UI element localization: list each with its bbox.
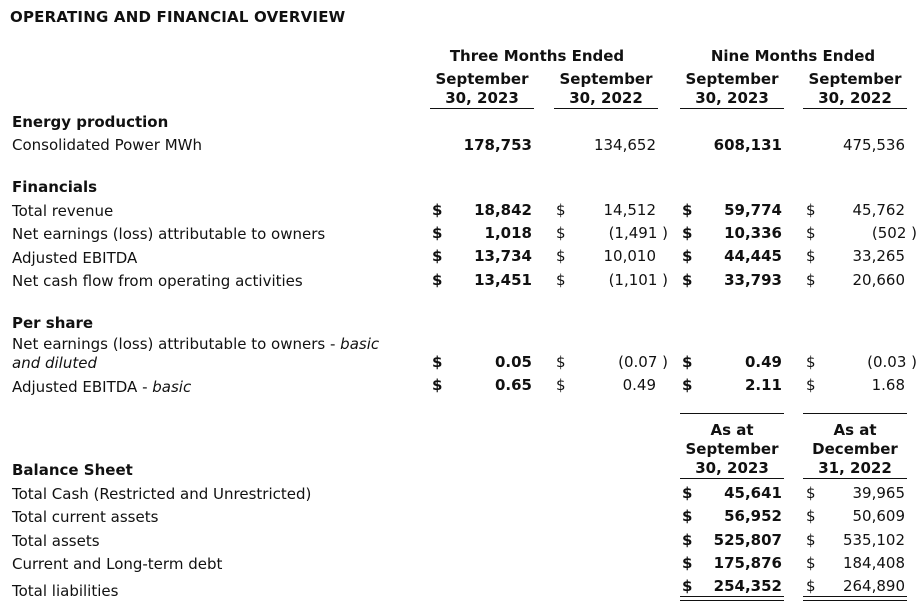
currency-symbol: $ — [806, 247, 816, 265]
ebitda-share-label-basic: basic — [152, 378, 192, 396]
currency-symbol: $ — [556, 271, 566, 289]
currency-symbol: $ — [556, 353, 566, 371]
section-energy-production: Energy production — [12, 113, 169, 131]
currency-symbol: $ — [806, 577, 816, 595]
col2-header-line2: 30, 2022 — [569, 89, 643, 107]
value-power-q3-2022: 134,652 — [593, 136, 656, 154]
value-ebitda-9m-2023: 44,445 — [724, 247, 782, 265]
value-total-assets-2023: 525,807 — [713, 531, 782, 549]
currency-symbol: $ — [432, 224, 443, 242]
currency-symbol: $ — [682, 554, 693, 572]
value-revenue-9m-2023: 59,774 — [724, 201, 782, 219]
row-label-current-assets: Total current assets — [12, 508, 159, 526]
section-financials: Financials — [12, 178, 98, 196]
value-net-earnings-q3-2023: 1,018 — [484, 224, 532, 242]
currency-symbol: $ — [682, 201, 693, 219]
currency-symbol: $ — [806, 376, 816, 394]
row-label-debt: Current and Long-term debt — [12, 555, 223, 573]
balance-col3-header-line1: As at — [710, 421, 754, 439]
col3-header-line2: 30, 2023 — [695, 89, 769, 107]
value-total-liabilities-2023: 254,352 — [713, 577, 782, 595]
currency-symbol: $ — [806, 484, 816, 502]
currency-symbol: $ — [806, 507, 816, 525]
value-revenue-q3-2022: 14,512 — [603, 201, 656, 219]
value-eps-9m-2022: (0.03 ) — [867, 353, 917, 371]
col4-header-line2: 30, 2022 — [818, 89, 892, 107]
eps-label-basic: basic — [340, 335, 380, 353]
currency-symbol: $ — [556, 201, 566, 219]
currency-symbol: $ — [682, 247, 693, 265]
page-title: OPERATING AND FINANCIAL OVERVIEW — [10, 8, 346, 26]
currency-symbol: $ — [806, 353, 816, 371]
value-cash-flow-9m-2022: 20,660 — [852, 271, 905, 289]
row-label-power: Consolidated Power MWh — [12, 136, 202, 154]
currency-symbol: $ — [682, 353, 693, 371]
currency-symbol: $ — [806, 531, 816, 549]
currency-symbol: $ — [682, 531, 693, 549]
value-current-assets-2023: 56,952 — [724, 507, 782, 525]
row-label-cash-flow: Net cash flow from operating activities — [12, 272, 303, 290]
value-ebitda-q3-2022: 10,010 — [603, 247, 656, 265]
eps-label-diluted: and diluted — [12, 354, 97, 372]
currency-symbol: $ — [556, 224, 566, 242]
balance-col4-header-line2: December — [812, 440, 898, 458]
total-liabilities-2022-double-rule — [803, 596, 907, 601]
value-cash-flow-q3-2023: 13,451 — [474, 271, 532, 289]
value-ebitda-share-9m-2023: 2.11 — [744, 376, 782, 394]
value-debt-2023: 175,876 — [713, 554, 782, 572]
value-total-assets-2022: 535,102 — [842, 531, 905, 549]
row-label-eps-line1 — [12, 335, 379, 353]
value-cash-flow-q3-2022: (1,101 ) — [608, 271, 668, 289]
col3-header-line1: September — [685, 70, 779, 88]
col1-header-rule — [430, 108, 534, 109]
section-per-share: Per share — [12, 314, 94, 332]
balance-col3-top-rule — [680, 413, 784, 414]
value-power-q3-2023: 178,753 — [463, 136, 532, 154]
balance-col4-header-line1: As at — [833, 421, 877, 439]
value-ebitda-share-q3-2023: 0.65 — [494, 376, 532, 394]
currency-symbol: $ — [556, 247, 566, 265]
currency-symbol: $ — [556, 376, 566, 394]
row-label-eps-line2 — [12, 354, 97, 372]
currency-symbol: $ — [806, 224, 816, 242]
balance-col4-header-line3: 31, 2022 — [818, 459, 892, 477]
value-total-cash-2023: 45,641 — [724, 484, 782, 502]
value-eps-q3-2022: (0.07 ) — [618, 353, 668, 371]
row-label-ebitda-share — [12, 378, 191, 396]
balance-col4-header-rule — [803, 478, 907, 479]
value-power-9m-2023: 608,131 — [713, 136, 782, 154]
col2-header-rule — [554, 108, 658, 109]
value-power-9m-2022: 475,536 — [842, 136, 905, 154]
eps-label-text: Net earnings (loss) attributable to owners - — [12, 335, 341, 353]
currency-symbol: $ — [682, 507, 693, 525]
total-liabilities-2023-double-rule — [680, 596, 784, 601]
row-label-total-assets: Total assets — [12, 532, 100, 550]
balance-col3-header-rule — [680, 478, 784, 479]
value-current-assets-2022: 50,609 — [852, 507, 905, 525]
three-months-header: Three Months Ended — [449, 47, 625, 65]
col4-header-rule — [803, 108, 907, 109]
col1-header-line1: September — [435, 70, 529, 88]
value-revenue-q3-2023: 18,842 — [474, 201, 532, 219]
row-label-net-earnings: Net earnings (loss) attributable to owners — [12, 225, 326, 243]
value-total-liabilities-2022: 264,890 — [842, 577, 905, 595]
value-ebitda-share-9m-2022: 1.68 — [871, 376, 905, 394]
value-revenue-9m-2022: 45,762 — [852, 201, 905, 219]
balance-col4-top-rule — [803, 413, 907, 414]
ebitda-share-label-text: Adjusted EBITDA - — [12, 378, 153, 396]
currency-symbol: $ — [806, 271, 816, 289]
col2-header-line1: September — [559, 70, 653, 88]
currency-symbol: $ — [682, 271, 693, 289]
col3-header-rule — [680, 108, 784, 109]
value-ebitda-q3-2023: 13,734 — [474, 247, 532, 265]
currency-symbol: $ — [682, 224, 693, 242]
value-cash-flow-9m-2023: 33,793 — [724, 271, 782, 289]
value-ebitda-9m-2022: 33,265 — [852, 247, 905, 265]
currency-symbol: $ — [432, 353, 443, 371]
row-label-total-liabilities: Total liabilities — [12, 582, 119, 600]
value-total-cash-2022: 39,965 — [852, 484, 905, 502]
currency-symbol: $ — [682, 577, 693, 595]
value-ebitda-share-q3-2022: 0.49 — [622, 376, 656, 394]
balance-col3-header-line2: September — [685, 440, 779, 458]
row-label-adjusted-ebitda: Adjusted EBITDA — [12, 249, 138, 267]
section-balance-sheet: Balance Sheet — [12, 461, 133, 479]
col4-header-line1: September — [808, 70, 902, 88]
col1-header-line2: 30, 2023 — [445, 89, 519, 107]
currency-symbol: $ — [806, 201, 816, 219]
currency-symbol: $ — [806, 554, 816, 572]
currency-symbol: $ — [432, 247, 443, 265]
value-net-earnings-q3-2022: (1,491 ) — [608, 224, 668, 242]
currency-symbol: $ — [432, 271, 443, 289]
currency-symbol: $ — [432, 376, 443, 394]
row-label-revenue: Total revenue — [12, 202, 114, 220]
value-eps-9m-2023: 0.49 — [744, 353, 782, 371]
value-net-earnings-9m-2023: 10,336 — [724, 224, 782, 242]
nine-months-header: Nine Months Ended — [710, 47, 876, 65]
balance-col3-header-line3: 30, 2023 — [695, 459, 769, 477]
currency-symbol: $ — [682, 376, 693, 394]
value-debt-2022: 184,408 — [842, 554, 905, 572]
row-label-total-cash: Total Cash (Restricted and Unrestricted) — [12, 485, 312, 503]
currency-symbol: $ — [432, 201, 443, 219]
currency-symbol: $ — [682, 484, 693, 502]
value-eps-q3-2023: 0.05 — [494, 353, 532, 371]
value-net-earnings-9m-2022: (502 ) — [871, 224, 917, 242]
